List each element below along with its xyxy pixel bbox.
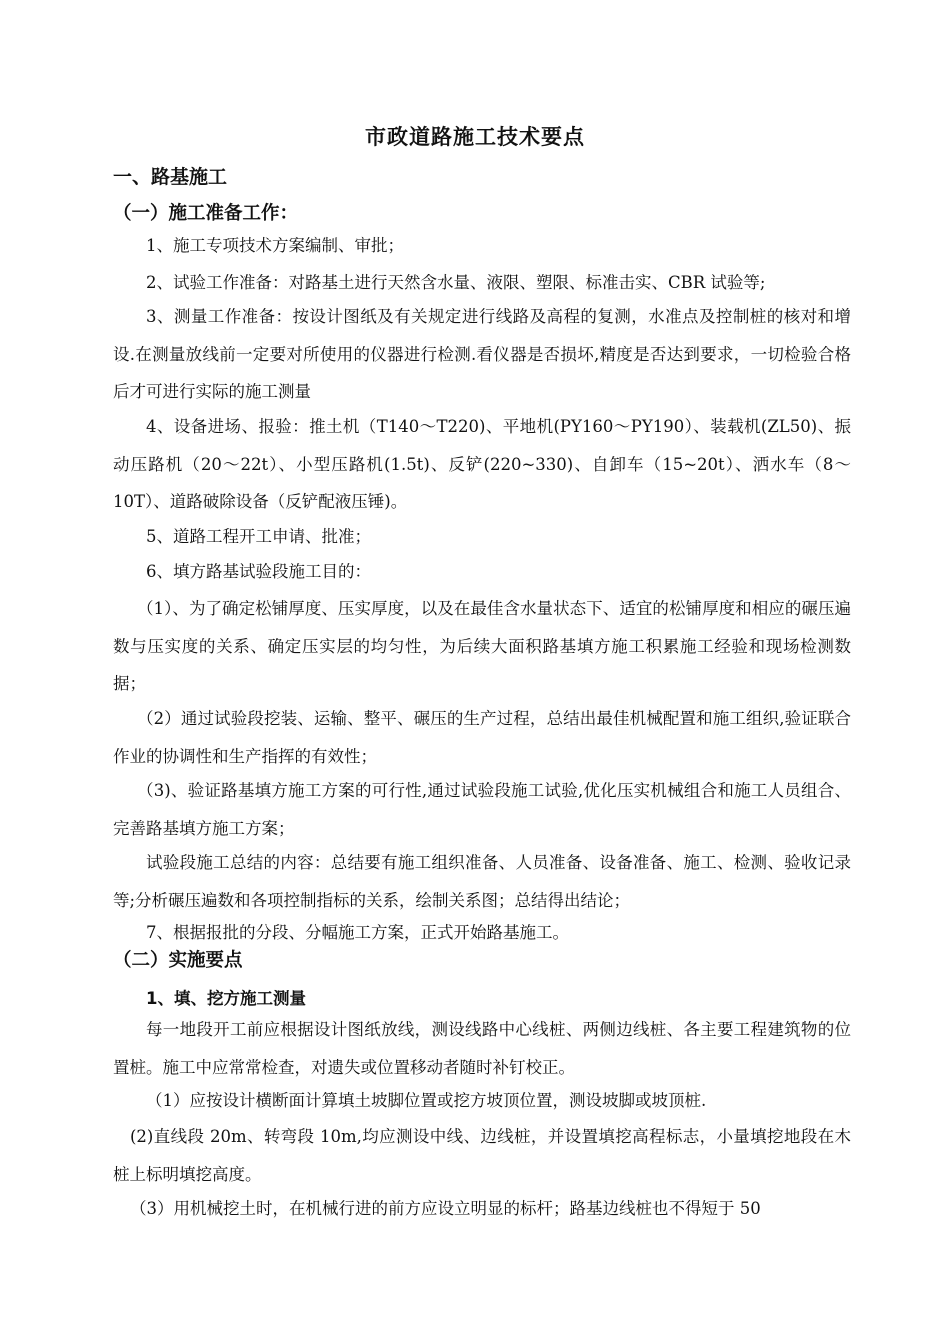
paragraph-14: (2)直线段 20m、转弯段 10m,均应测设中线、边线桩，并设置填挖高程标志，小量填挖地段在木桩上标明填挖高度。 — [113, 1127, 851, 1184]
paragraph-9: （3)、验证路基填方施工方案的可行性,通过试验段施工试验,优化压实机械组合和施工人员组合、完善路基填方施工方案； — [113, 781, 851, 838]
paragraph-1: 1、施工专项技术方案编制、审批； — [146, 236, 404, 255]
paragraph-15: （3）用机械挖土时，在机械行进的前方应设立明显的标杆；路基边线桩也不得短于 50 — [130, 1199, 761, 1218]
paragraph-12: 每一地段开工前应根据设计图纸放线，测设线路中心线桩、两侧边线桩、各主要工程建筑物的位置桩。施工中应常常检查，对遗失或位置移动者随时补钉校正。 — [113, 1020, 851, 1077]
section-heading-roadbed: 一、路基施工 — [113, 166, 228, 188]
paragraph-3: 3、测量工作准备：按设计图纸及有关规定进行线路及高程的复测，水准点及控制桩的核对和增设.在测量放线前一定要对所使用的仪器进行检测.看仪器是否损坏,精度是否达到要求，一切检验合格后才可进行实际的施工测量 — [113, 307, 851, 401]
subsection-heading-implementation: （二）实施要点 — [113, 950, 243, 971]
subsection-heading-preparation: （一）施工准备工作： — [113, 203, 299, 224]
paragraph-7: （1）、为了确定松铺厚度、压实厚度，以及在最佳含水量状态下、适宜的松铺厚度和相应的碾压遍数与压实度的关系、确定压实层的均匀性，为后续大面积路基填方施工积累施工经验和现场检测数据； — [113, 599, 851, 693]
paragraph-6: 6、填方路基试验段施工目的： — [146, 562, 371, 581]
paragraph-4: 4、设备进场、报验：推土机（T140～T220)、平地机(PY160～PY190）、装载机(ZL50)、振动压路机（20～22t）、小型压路机(1.5t)、反铲(220~330)、自卸车（15~20t）、洒水车（8～10T）、道路破除设备（反铲配液压锤)。 — [113, 417, 851, 511]
paragraph-8: （2）通过试验段挖装、运输、整平、碾压的生产过程，总结出最佳机械配置和施工组织,验证联合作业的协调性和生产指挥的有效性； — [113, 709, 851, 766]
paragraph-11: 7、根据报批的分段、分幅施工方案，正式开始路基施工。 — [146, 923, 569, 942]
paragraph-5: 5、道路工程开工申请、批准； — [146, 527, 371, 546]
item-heading-survey: 1、填、挖方施工测量 — [146, 989, 306, 1008]
paragraph-13: （1）应按设计横断面计算填土坡脚位置或挖方坡顶位置，测设坡脚或坡顶桩. — [146, 1091, 707, 1110]
document-title: 市政道路施工技术要点 — [365, 125, 585, 149]
paragraph-2: 2、试验工作准备：对路基土进行天然含水量、液限、塑限、标准击实、CBR 试验等; — [146, 273, 766, 292]
paragraph-10: 试验段施工总结的内容：总结要有施工组织准备、人员准备、设备准备、施工、检测、验收记录等;分析碾压遍数和各项控制指标的关系，绘制关系图；总结得出结论； — [113, 853, 851, 910]
